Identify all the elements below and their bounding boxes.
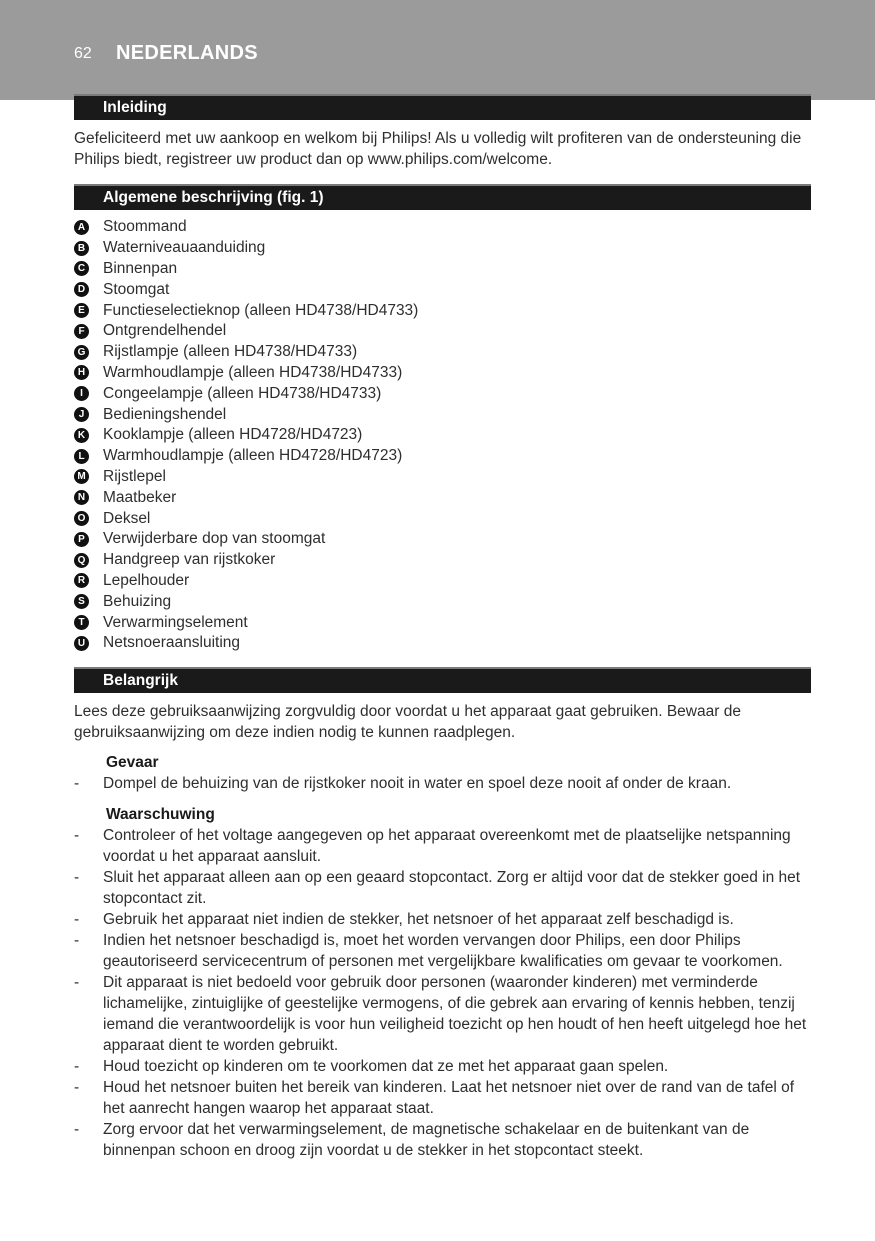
part-item — [74, 425, 811, 446]
part-item — [74, 571, 811, 592]
part-label: Functieselectieknop (alleen HD4738/HD4733) — [103, 301, 419, 319]
part-label: Warmhoudlampje (alleen HD4728/HD4723) — [103, 447, 403, 465]
part-label: Behuizing — [103, 592, 172, 610]
part-item — [74, 217, 811, 238]
part-item — [74, 238, 811, 259]
intro-paragraph: Gefeliciteerd met uw aankoop en welkom bij Philips! Als u volledig wilt profiteren van de ondersteuning die Philips biedt, registreer uw product dan op www.philips.com/welcome. — [74, 130, 802, 168]
warning-list — [74, 825, 811, 1161]
part-letter-badge: B — [74, 241, 89, 256]
part-item — [74, 342, 811, 363]
bullet-text: Zorg ervoor dat het verwarmingselement, de magnetische schakelaar en de buitenkant van de binnenpan schoon en droog zijn voordat u de stekker in het stopcontact steekt. — [103, 1120, 750, 1159]
part-letter-badge: P — [74, 532, 89, 547]
section-heading-algemene-beschrijving: Algemene beschrijving (fig. 1) — [74, 184, 811, 210]
bullet-text: Houd toezicht op kinderen om te voorkomen dat ze met het apparaat gaan spelen. — [103, 1057, 669, 1075]
part-letter-badge: T — [74, 615, 89, 630]
part-label: Kooklampje (alleen HD4728/HD4723) — [103, 426, 363, 444]
bullet-text: Dompel de behuizing van de rijstkoker nooit in water en spoel deze nooit af onder de kraan. — [103, 774, 732, 792]
part-label: Rijstlepel — [103, 467, 166, 485]
part-label: Rijstlampje (alleen HD4738/HD4733) — [103, 343, 358, 361]
danger-list — [74, 773, 811, 794]
bullet-text: Controleer of het voltage aangegeven op het apparaat overeenkomt met de plaatselijke netspanning voordat u het apparaat aansluit. — [103, 826, 791, 865]
dash-bullet-icon: - — [74, 1057, 80, 1075]
dash-bullet-icon: - — [74, 910, 80, 928]
bullet-item — [74, 1077, 811, 1119]
dash-bullet-icon: - — [74, 1078, 80, 1096]
part-letter-badge: C — [74, 261, 89, 276]
part-letter-badge: H — [74, 365, 89, 380]
dash-bullet-icon: - — [74, 931, 80, 949]
part-label: Binnenpan — [103, 259, 178, 277]
part-letter-badge: G — [74, 345, 89, 360]
part-item — [74, 550, 811, 571]
bullet-item — [74, 1056, 811, 1077]
part-item — [74, 259, 811, 280]
part-label: Congeelampje (alleen HD4738/HD4733) — [103, 384, 382, 402]
part-item — [74, 487, 811, 508]
page-header — [0, 0, 875, 100]
part-letter-badge: U — [74, 636, 89, 651]
part-letter-badge: Q — [74, 553, 89, 568]
part-item — [74, 383, 811, 404]
part-label: Netsnoeraansluiting — [103, 634, 241, 652]
section-heading-belangrijk: Belangrijk — [74, 667, 811, 693]
part-letter-badge: F — [74, 324, 89, 339]
part-letter-badge: A — [74, 220, 89, 235]
part-item — [74, 508, 811, 529]
bullet-text: Gebruik het apparaat niet indien de stekker, het netsnoer of het apparaat zelf beschadigd is. — [103, 910, 734, 928]
dash-bullet-icon: - — [74, 774, 80, 792]
bullet-item — [74, 773, 811, 794]
bullet-item — [74, 930, 811, 972]
part-label: Deksel — [103, 509, 151, 527]
part-label: Warmhoudlampje (alleen HD4738/HD4733) — [103, 363, 403, 381]
part-letter-badge: K — [74, 428, 89, 443]
parts-list — [74, 217, 811, 654]
part-label: Verwarmingselement — [103, 613, 248, 631]
part-item — [74, 279, 811, 300]
bullet-text: Dit apparaat is niet bedoeld voor gebruik door personen (waaronder kinderen) met verminderde lichamelijke, zintuiglijke of geestelijke vermogens, of die gebrek aan ervaring of kennis hebben, tenzij iemand die verantwoordelijk is voor hun veiligheid toezicht op hen houdt of hen heeft uitgelegd hoe het apparaat dient te worden gebruikt. — [103, 973, 807, 1054]
part-item — [74, 529, 811, 550]
part-letter-badge: E — [74, 303, 89, 318]
part-letter-badge: J — [74, 407, 89, 422]
dash-bullet-icon: - — [74, 826, 80, 844]
part-item — [74, 467, 811, 488]
part-label: Handgreep van rijstkoker — [103, 551, 276, 569]
part-letter-badge: O — [74, 511, 89, 526]
page-number: 62 — [74, 45, 92, 62]
part-label: Ontgrendelhendel — [103, 322, 227, 340]
section-heading-inleiding: Inleiding — [74, 94, 811, 120]
dash-bullet-icon: - — [74, 1120, 80, 1138]
part-label: Lepelhouder — [103, 571, 190, 589]
bullet-text: Indien het netsnoer beschadigd is, moet het worden vervangen door Philips, een door Philips geautoriseerd servicecentrum of personen met vergelijkbare kwalificaties om gevaar te voorkomen. — [103, 931, 783, 970]
part-item — [74, 591, 811, 612]
dash-bullet-icon: - — [74, 868, 80, 886]
part-item — [74, 446, 811, 467]
part-label: Stoomgat — [103, 280, 170, 298]
important-paragraph: Lees deze gebruiksaanwijzing zorgvuldig door voordat u het apparaat gaat gebruiken. Bewaar de gebruiksaanwijzing om deze indien nodig te kunnen raadplegen. — [74, 702, 741, 741]
part-letter-badge: M — [74, 469, 89, 484]
part-letter-badge: D — [74, 282, 89, 297]
part-item — [74, 612, 811, 633]
part-item — [74, 633, 811, 654]
part-letter-badge: R — [74, 573, 89, 588]
part-label: Bedieningshendel — [103, 405, 227, 423]
danger-heading: Gevaar — [106, 753, 159, 771]
part-letter-badge: N — [74, 490, 89, 505]
bullet-item — [74, 825, 811, 867]
part-letter-badge: S — [74, 594, 89, 609]
bullet-item — [74, 867, 811, 909]
part-item — [74, 300, 811, 321]
bullet-item — [74, 972, 811, 1056]
part-letter-badge: L — [74, 449, 89, 464]
page-content — [74, 94, 811, 1161]
part-item — [74, 363, 811, 384]
bullet-item — [74, 1119, 811, 1161]
language-title: NEDERLANDS — [116, 42, 258, 64]
part-label: Stoommand — [103, 218, 187, 236]
part-letter-badge: I — [74, 386, 89, 401]
part-label: Waterniveauaanduiding — [103, 239, 266, 257]
part-item — [74, 321, 811, 342]
bullet-text: Sluit het apparaat alleen aan op een geaard stopcontact. Zorg er altijd voor dat de stekker goed in het stopcontact zit. — [103, 868, 801, 907]
part-label: Verwijderbare dop van stoomgat — [103, 530, 326, 548]
bullet-item — [74, 909, 811, 930]
part-label: Maatbeker — [103, 488, 177, 506]
dash-bullet-icon: - — [74, 973, 80, 991]
warning-heading: Waarschuwing — [106, 805, 215, 823]
bullet-text: Houd het netsnoer buiten het bereik van kinderen. Laat het netsnoer niet over de rand van de tafel of het aanrecht hangen waarop het apparaat staat. — [103, 1078, 795, 1117]
part-item — [74, 404, 811, 425]
